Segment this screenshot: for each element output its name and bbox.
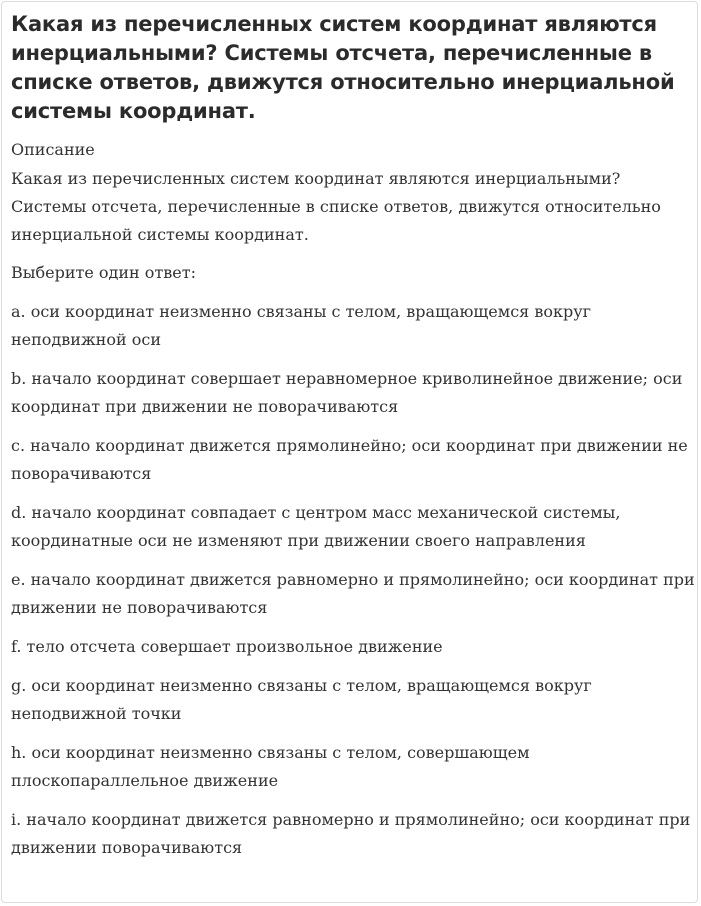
answer-option-i[interactable]: i. начало координат движется равномерно и прямолинейно; оси координат при движении поворачиваются xyxy=(11,810,691,857)
answer-option-e[interactable]: e. начало координат движется равномерно и прямолинейно; оси координат при движении не поворачиваются xyxy=(11,570,695,617)
question-description: Какая из перечисленных систем координат являются инерциальными? Системы отсчета, перечисленные в списке ответов, движутся относительно инерциальной системы координат. xyxy=(11,169,661,244)
answer-option-c[interactable]: c. начало координат движется прямолинейно; оси координат при движении не поворачиваются xyxy=(11,436,688,483)
question-title: Какая из перечисленных систем координат являются инерциальными? Системы отсчета, перечисленные в списке ответов, движутся относительно инерциальной системы координат. xyxy=(11,12,675,123)
answer-prompt: Выберите один ответ: xyxy=(11,263,197,282)
answer-option-d[interactable]: d. начало координат совпадает с центром масс механической системы, координатные оси не изменяют при движении своего направления xyxy=(11,503,621,550)
description-label: Описание xyxy=(11,140,95,159)
answer-list xyxy=(11,298,695,873)
answer-option-a[interactable]: a. оси координат неизменно связаны с телом, вращающемся вокруг неподвижной оси xyxy=(11,302,592,349)
answer-option-h[interactable]: h. оси координат неизменно связаны с телом, совершающем плоскопараллельное движение xyxy=(11,743,530,790)
answer-option-f[interactable]: f. тело отсчета совершает произвольное движение xyxy=(11,637,443,656)
answer-option-g[interactable]: g. оси координат неизменно связаны с телом, вращающемся вокруг неподвижной точки xyxy=(11,676,592,723)
question-card xyxy=(1,1,698,903)
answer-option-b[interactable]: b. начало координат совершает неравномерное криволинейное движение; оси координат при движении не поворачиваются xyxy=(11,369,683,416)
